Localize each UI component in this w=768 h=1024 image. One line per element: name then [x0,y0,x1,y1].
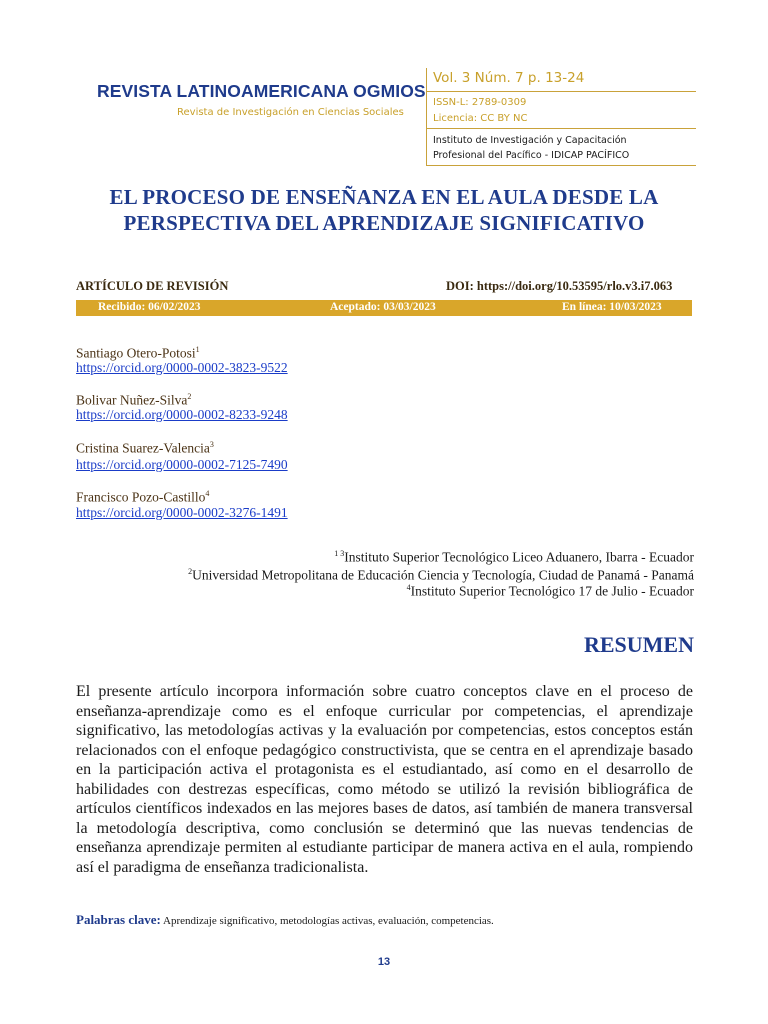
institute-line-2: Profesional del Pacífico - IDICAP PACÍFICO [433,150,630,161]
doi[interactable]: DOI: https://doi.org/10.53595/rlo.v3.i7.063 [446,279,673,293]
page-number: 13 [377,956,391,968]
author-name: Cristina Suarez-Valencia$^3$ [76,440,214,456]
institute-info [433,133,629,163]
journal-subtitle: Revista de Investigación en Ciencias Sociales [177,107,404,118]
orcid-link[interactable]: https://orcid.org/0000-0002-3276-1491 [76,505,288,520]
accepted-date: Aceptado: 03/03/2023 [330,301,436,313]
title-line-1: EL PROCESO DE ENSEÑANZA EN EL AULA DESDE LA [109,185,659,209]
header-rule-1 [426,91,696,92]
title-line-2: PERSPECTIVA DEL APRENDIZAJE SIGNIFICATIVO [123,211,645,235]
keywords [76,912,494,928]
author-name: Santiago Otero-Potosi$^1$ [76,345,200,361]
keywords-label: Palabras clave: [76,912,161,927]
header-rule-2 [426,128,696,129]
license: Licencia: CC BY NC [433,113,528,124]
journal-name: REVISTA LATINOAMERICANA OGMIOS [97,81,426,101]
abstract-text: El presente artículo incorpora información sobre cuatro conceptos clave en el proceso de enseñanza-aprendizaje como es el enfoque curricular por competencias, el aprendizaje significativo, las metodologías activas y la evaluación por competencias, estos conceptos están relacionados con el enfoque pedagógico constructivista, que se centra en el aprendizaje basado en la participación activa el protagonista es el estudiantado, así como en el desarrollo de habilidades con destrezas específicas, como método se utilizó la revisión bibliográfica de artículos científicos indexados en las mejores bases de datos, así también de manera transversal la metodología descriptiva, como conclusión se determinó que las nuevas tendencias de enseñanza aprendizaje permiten al estudiante participar de manera activa en el aula, rompiendo así el paradigma de enseñanza tradicionalista. [76,683,693,876]
orcid-link[interactable]: https://orcid.org/0000-0002-8233-9248 [76,407,288,422]
author-name: Francisco Pozo-Castillo$^4$ [76,489,210,505]
institute-line-1: Instituto de Investigación y Capacitación [433,135,627,146]
orcid-link[interactable]: https://orcid.org/0000-0002-7125-7490 [76,457,288,472]
article-type: ARTÍCULO DE REVISIÓN [76,279,229,293]
affiliation: $^4$Instituto Superior Tecnológico 17 de Julio - Ecuador [406,583,694,599]
issn: ISSN-L: 2789-0309 [433,97,527,108]
online-date: En línea: 10/03/2023 [562,301,662,313]
abstract-heading: RESUMEN [583,632,694,657]
affiliation: $^{1 3}$Instituto Superior Tecnológico Liceo Aduanero, Ibarra - Ecuador [334,549,694,565]
author-name: Bolivar Nuñez-Silva$^2$ [76,392,192,408]
keywords-list: Aprendizaje significativo, metodologías activas, evaluación, competencias. [163,915,494,927]
orcid-link[interactable]: https://orcid.org/0000-0002-3823-9522 [76,360,288,375]
header-vertical-rule [426,68,427,165]
article-title [60,184,708,236]
received-date: Recibido: 06/02/2023 [98,301,201,313]
affiliation: $^2$Universidad Metropolitana de Educación Ciencia y Tecnología, Ciudad de Panamá - Panamá [188,567,694,583]
volume-info: Vol. 3 Núm. 7 p. 13-24 [433,70,585,86]
header-rule-3 [426,165,696,166]
dates-bar [76,300,692,316]
